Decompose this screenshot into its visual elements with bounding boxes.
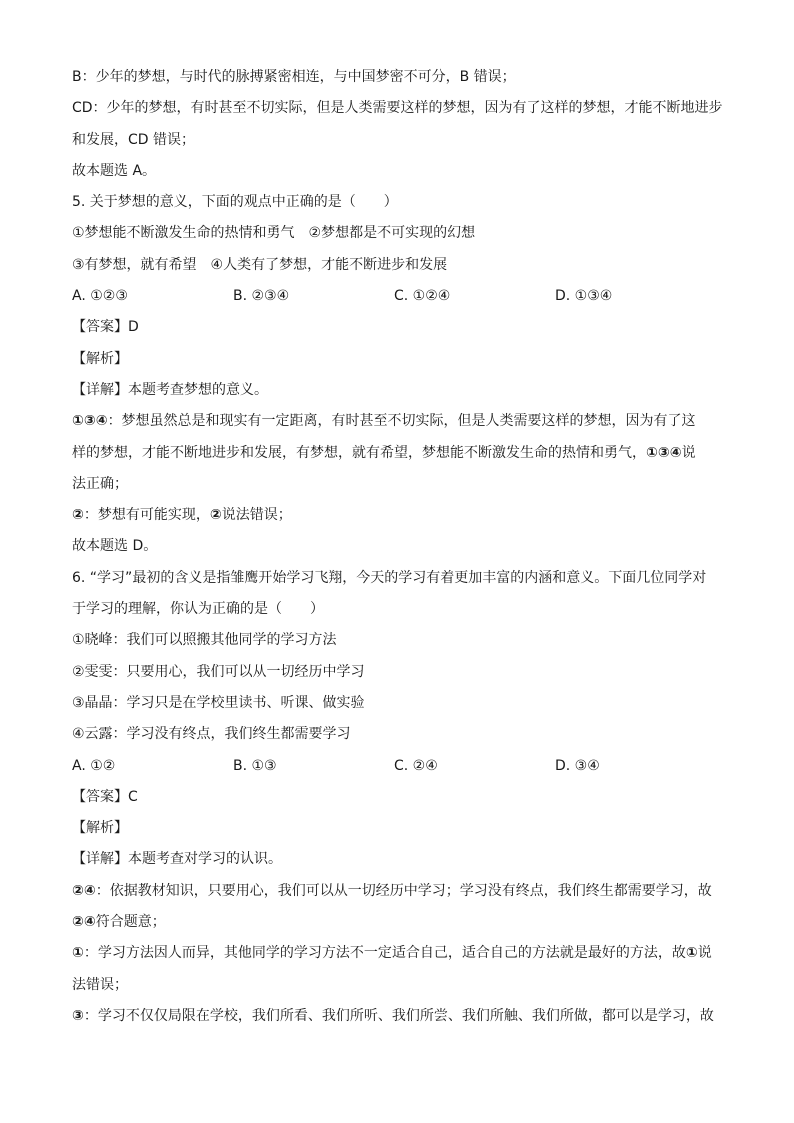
explanation-line [72,938,724,969]
option-b: B. ②③④ [233,288,290,305]
explanation-line [72,438,724,469]
statement-numbers: ②④ [72,882,96,899]
question-5-options [72,281,724,312]
explanation-text: 说 [697,945,712,962]
document-page [72,62,724,1032]
explanation-line [72,500,724,531]
explanation-text: 样的梦想，才能不断地进步和发展，有梦想，就有希望，梦想能不断激发生命的热情和勇气， [72,444,646,461]
option-c: C. ②④ [394,757,438,774]
question-6-statement: ④云露：学习没有终点，我们终生都需要学习 [72,726,351,743]
explanation-text: ：学习不仅仅局限在学校，我们所看、我们所听、我们所尝、我们所触、我们所做，都可以是学习，故 [83,1007,714,1024]
explanation-text: ：依据教材知识，只要用心，我们可以从一切经历中学习；学习没有终点，我们终生都需要学习，故 [95,882,712,899]
text-line: B：少年的梦想，与时代的脉搏紧密相连，与中国梦密不可分，B 错误； [72,69,516,85]
question-5-stem: 5. 关于梦想的意义，下面的观点中正确的是（ ） [72,194,398,211]
question-6-statement: ①晓峰：我们可以照搬其他同学的学习方法 [72,632,337,649]
option-c: C. ①②④ [394,288,451,305]
option-d: D. ①③④ [555,288,613,305]
answer-label: 【答案】C [72,788,138,805]
question-6-stem: 于学习的理解，你认为正确的是（ ） [72,601,324,618]
statement-numbers: ②④ [72,914,96,931]
explanation-text: 说法错误； [221,507,292,524]
question-6-statement: ②雯雯：只要用心，我们可以从一切经历中学习 [72,663,365,680]
text-line: CD：少年的梦想，有时甚至不切实际，但是人类需要这样的梦想，因为有了这样的梦想，才能不断地进步 [72,100,723,117]
question-6-statement: ③晶晶：学习只是在学校里读书、听课、做实验 [72,694,365,711]
answer-label: 【答案】D [72,319,139,336]
statement-numbers: ①③④ [646,444,682,461]
explanation-text: 符合题意； [95,914,166,931]
question-6-options [72,751,724,782]
analysis-label: 【解析】 [72,820,128,837]
explanation-line [72,876,724,907]
statement-numbers: ② [209,507,222,524]
statement-numbers: ② [72,507,84,524]
question-5-statement-line: ③有梦想，就有希望 ④人类有了梦想，才能不断进步和发展 [72,256,448,273]
conclusion-line: 故本题选 D。 [72,538,158,555]
explanation-line [72,406,724,437]
option-a: A. ①② [72,757,116,774]
explanation-text: ：学习方法因人而异，其他同学的学习方法不一定适合自己，适合自己的方法就是最好的方法，故 [83,945,686,962]
text-line: 和发展，CD 错误； [72,131,196,148]
statement-numbers: ① [72,945,84,962]
explanation-line [72,907,724,938]
explanation-line [72,1001,724,1032]
detail-label: 【详解】本题考查对学习的认识。 [72,851,282,868]
statement-numbers: ①③④ [72,413,108,430]
explanation-text: 说 [681,444,696,461]
detail-label: 【详解】本题考查梦想的意义。 [72,381,268,398]
option-d: D. ③④ [555,757,600,774]
analysis-label: 【解析】 [72,350,128,367]
question-5-statement-line: ①梦想能不断激发生命的热情和勇气 ②梦想都是不可实现的幻想 [72,225,476,242]
explanation-line: 法错误； [72,976,128,993]
statement-numbers: ① [685,945,698,962]
explanation-text: ：梦想虽然总是和现实有一定距离，有时甚至不切实际，但是人类需要这样的梦想，因为有了这 [107,413,696,430]
option-b: B. ①③ [233,757,277,774]
explanation-line: 法正确； [72,475,128,492]
explanation-text: ：梦想有可能实现， [83,507,210,524]
question-6-stem: 6. “学习”最初的含义是指雏鹰开始学习飞翔，今天的学习有着更加丰富的内涵和意义。下面几位同学对 [72,569,707,586]
text-line: 故本题选 A。 [72,162,157,179]
option-a: A. ①②③ [72,288,128,305]
statement-numbers: ③ [72,1007,84,1024]
